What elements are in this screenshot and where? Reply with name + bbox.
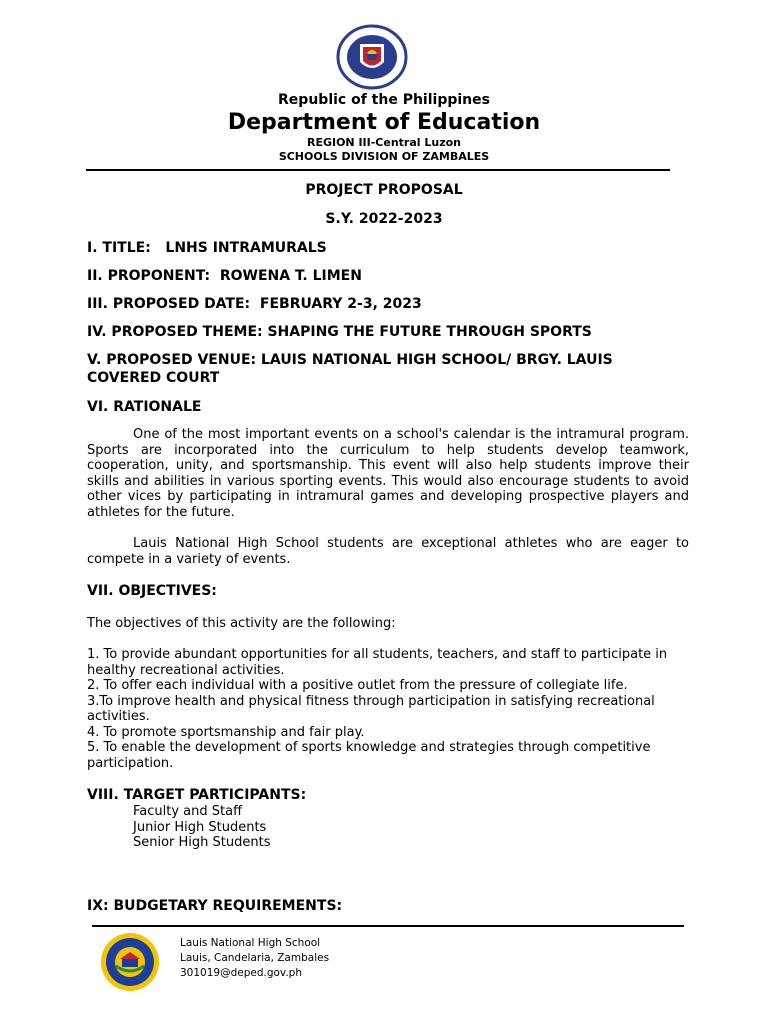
rationale-paragraph-1: One of the most important events on a school's calendar is the intramural program. Sports are incorporated into the curriculum to help students develop teamwork, cooperation, unity, and sportsmanship. This event will also help students improve their skills and abilities in various sporting events. This would also encourage students to avoid other vices by participating in intramural games and developing prospective players and athletes for the future. bbox=[87, 427, 689, 520]
participants-list bbox=[133, 804, 271, 851]
participant-item: Faculty and Staff bbox=[133, 804, 243, 819]
republic-line: Republic of the Philippines bbox=[278, 92, 490, 108]
objectives-list bbox=[87, 647, 687, 771]
objectives-heading: VII. OBJECTIVES: bbox=[87, 583, 217, 599]
section-theme: IV. PROPOSED THEME: SHAPING THE FUTURE THROUGH SPORTS bbox=[87, 324, 592, 340]
footer-contact bbox=[180, 936, 329, 981]
rationale-heading: VI. RATIONALE bbox=[87, 399, 202, 415]
header-divider bbox=[86, 169, 670, 171]
participant-item: Senior High Students bbox=[133, 835, 271, 850]
objective-item: 1. To provide abundant opportunities for all students, teachers, and staff to participate in healthy recreational activities. bbox=[87, 647, 668, 678]
section-proponent: II. PROPONENT: ROWENA T. LIMEN bbox=[87, 268, 362, 284]
footer-address: Lauis, Candelaria, Zambales bbox=[180, 952, 330, 964]
objective-item: 5. To enable the development of sports knowledge and strategies through competitive participation. bbox=[87, 740, 651, 771]
section-venue: V. PROPOSED VENUE: LAUIS NATIONAL HIGH SCHOOL/ BRGY. LAUIS COVERED COURT bbox=[87, 352, 613, 386]
school-year: S.Y. 2022-2023 bbox=[325, 211, 443, 227]
section-title: I. TITLE: LNHS INTRAMURALS bbox=[87, 240, 327, 256]
budget-heading: IX: BUDGETARY REQUIREMENTS: bbox=[87, 898, 343, 914]
objective-item: 3.To improve health and physical fitness through participation in satisfying recreational activities. bbox=[87, 693, 655, 724]
participant-item: Junior High Students bbox=[133, 819, 267, 835]
deped-seal-logo bbox=[336, 24, 408, 90]
participants-heading: VIII. TARGET PARTICIPANTS: bbox=[87, 787, 307, 803]
school-logo bbox=[100, 932, 160, 992]
division-line: SCHOOLS DIVISION OF ZAMBALES bbox=[278, 150, 490, 163]
footer-school: Lauis National High School bbox=[180, 937, 321, 949]
region-line: REGION III-Central Luzon bbox=[306, 136, 462, 149]
objective-item: 2. To offer each individual with a positive outlet from the pressure of collegiate life. bbox=[87, 678, 628, 693]
objectives-intro: The objectives of this activity are the following: bbox=[87, 616, 396, 631]
footer-email: 301019@deped.gov.ph bbox=[180, 967, 302, 979]
rationale-paragraph-2: Lauis National High School students are exceptional athletes who are eager to compete in a variety of events. bbox=[87, 536, 689, 567]
doc-heading: PROJECT PROPOSAL bbox=[305, 182, 463, 198]
department-title: Department of Education bbox=[227, 110, 541, 135]
footer-divider bbox=[92, 925, 684, 927]
objective-item: 4. To promote sportsmanship and fair play. bbox=[87, 724, 365, 740]
section-date: III. PROPOSED DATE: FEBRUARY 2-3, 2023 bbox=[87, 296, 422, 312]
